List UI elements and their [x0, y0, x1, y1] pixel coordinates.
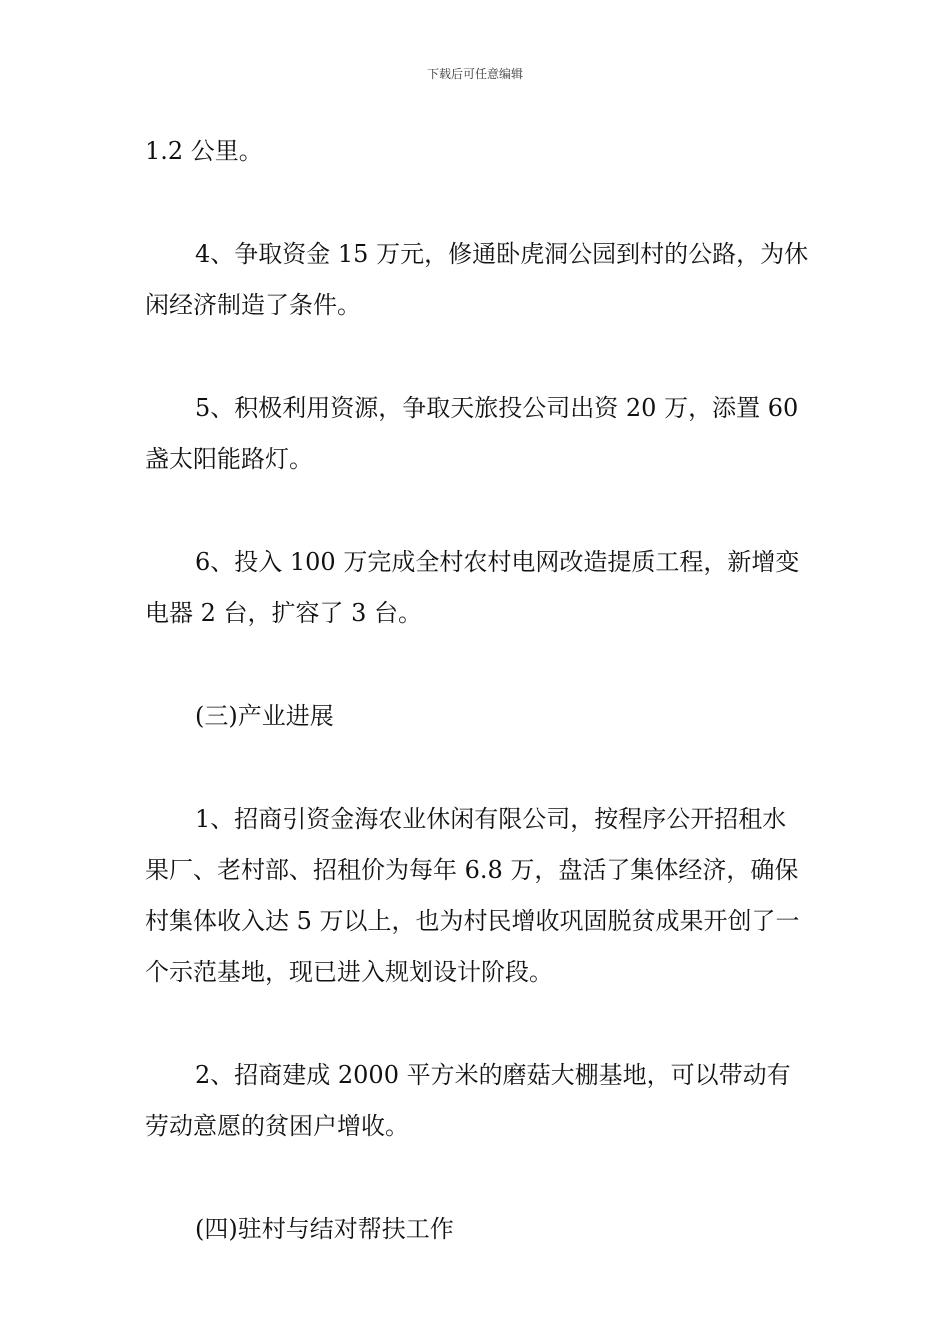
page-header-note: 下载后可任意编辑 — [426, 67, 523, 81]
paragraph-item-4-road: 4、争取资金 15 万元，修通卧虎洞公园到村的公路，为休闲经济制造了条件。 — [145, 240, 809, 319]
paragraph-item-1-investment: 1、招商引资金海农业休闲有限公司，按程序公开招租水果厂、老村部、招租价为每年 6.8 万，盘活了集体经济，确保村集体收入达 5 万以上，也为村民增收巩固脱贫成果开创了一个示范基地，现已进入规划设计阶段。 — [145, 805, 800, 986]
document-body — [145, 126, 810, 1307]
section-heading-assistance: (四)驻村与结对帮扶工作 — [195, 1215, 454, 1243]
section-heading-industry: (三)产业进展 — [195, 702, 334, 730]
paragraph-item-5-streetlights: 5、积极利用资源，争取天旅投公司出资 20 万，添置 60 盏太阳能路灯。 — [145, 394, 799, 473]
paragraph-distance: 1.2 公里。 — [145, 137, 263, 165]
paragraph-item-2-mushroom-base: 2、招商建成 2000 平方米的磨菇大棚基地，可以带动有劳动意愿的贫困户增收。 — [145, 1061, 791, 1140]
paragraph-item-6-power-grid: 6、投入 100 万完成全村农村电网改造提质工程，新增变电器 2 台，扩容了 3 台。 — [145, 548, 800, 627]
